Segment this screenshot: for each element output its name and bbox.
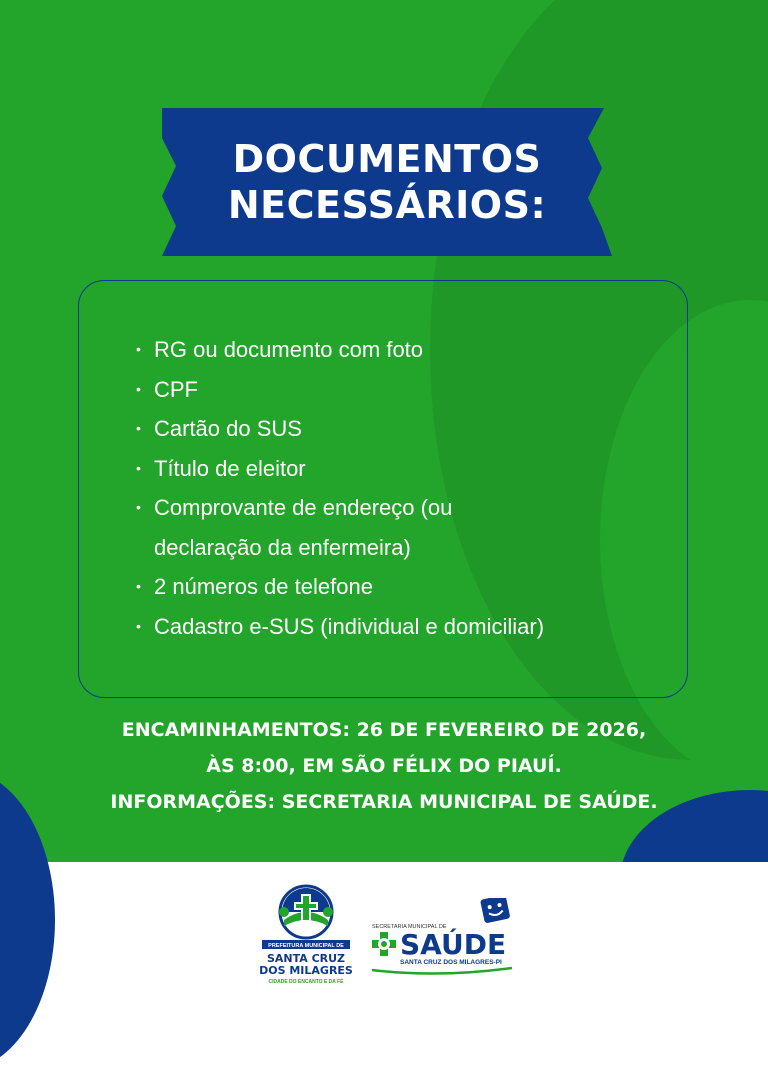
document-item [134,607,544,647]
event-info [0,712,768,820]
document-item [134,488,544,567]
document-item-text: Cartão do SUS [154,416,302,441]
bullet-icon: • [136,380,141,397]
prefeitura-logo [256,882,356,992]
saude-name-text: SAÚDE [400,928,507,961]
bullet-icon: • [136,341,141,357]
document-item [134,567,544,607]
logo-name-line-1: SANTA CRUZ [266,952,346,965]
saude-bottom-text: SANTA CRUZ DOS MILAGRES-PI [400,959,502,966]
document-item-text: declaração da enfermeira) [154,534,411,560]
title-line-1: DOCUMENTOS [232,137,542,181]
document-item [134,449,544,489]
document-item-text: Título de eleitor [154,455,306,481]
bullet-icon: • [136,578,141,594]
title-line-2: NECESSÁRIOS: [227,183,547,227]
page-title [162,136,612,228]
bullet-icon: • [136,420,141,436]
saude-top-text: SECRETARIA MUNICIPAL DE [372,924,447,930]
info-line-1: ENCAMINHAMENTOS: 26 DE FEVEREIRO DE 2026, [121,719,647,741]
bullet-icon: • [136,499,141,515]
documents-list [134,330,544,646]
document-item-text: RG ou documento com foto [154,337,424,362]
logo-ribbon-text: PREFEITURA MUNICIPAL DE [268,943,344,949]
logo-name-line-2: DOS MILAGRES [259,964,353,977]
saude-logo [368,898,518,980]
document-item [134,370,544,410]
document-item-text: Cadastro e-SUS (individual e domiciliar) [154,613,545,639]
title-banner [162,108,612,256]
document-item-text: 2 números de telefone [154,574,373,599]
document-item [134,409,544,449]
info-line-3: INFORMAÇÕES: SECRETARIA MUNICIPAL DE SAÚDE. [110,791,658,813]
document-item [134,330,544,370]
info-line-2: ÀS 8:00, EM SÃO FÉLIX DO PIAUÍ. [206,755,562,777]
bullet-icon: • [136,617,141,634]
document-item-text: CPF [154,376,198,402]
bullet-icon: • [136,459,141,476]
document-item-text: Comprovante de endereço (ou [154,495,453,520]
logo-tagline: CIDADE DO ENCANTO E DA FÉ [268,979,344,985]
